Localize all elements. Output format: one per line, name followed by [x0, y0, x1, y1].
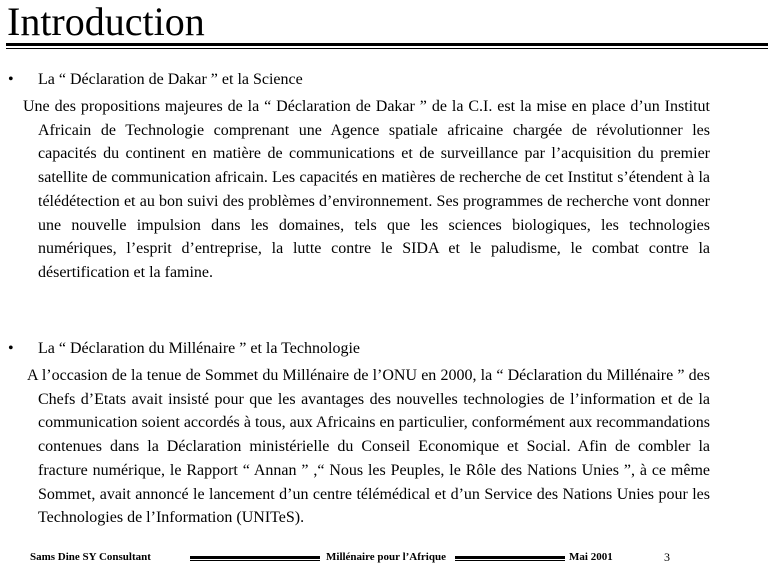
- footer-divider-thin: [455, 560, 565, 561]
- section-heading-dakar: [8, 68, 303, 92]
- section-body-millenaire: A l’occasion de la tenue de Sommet du Millénaire de l’ONU en 2000, la “ Déclaration du Millénaire ” des Chefs d’Etats avait insisté pour que les avantages des nouvelles technologies de l’information et de la communication soient accordés à tous, aux Africains en particulier, conformément aux recommandations contenues dans la Déclaration ministérielle du Conseil Economique et Social. Afin de combler la fracture numérique, le Rapport “ Annan ” ,“ Nous les Peuples, le Rôle des Nations Unies ”, à ce même Sommet, avait annoncé le lancement d’un centre télémédical et d’un Service des Nations Unies pour les Technologies de l’Information (UNITeS).: [27, 367, 710, 527]
- title-underline-thin: [6, 48, 768, 49]
- footer-date: Mai 2001: [569, 551, 613, 563]
- footer-author: Sams Dine SY Consultant: [30, 551, 151, 563]
- section-heading-text: La “ Déclaration du Millénaire ” et la Technologie: [38, 340, 360, 357]
- footer-event: Millénaire pour l’Afrique: [326, 551, 446, 563]
- bullet-icon: •: [8, 71, 14, 88]
- bullet-icon: •: [8, 340, 14, 357]
- footer-divider-thin: [190, 560, 320, 561]
- footer-divider: [190, 556, 320, 559]
- slide-title: Introduction: [7, 0, 205, 44]
- footer-divider: [455, 556, 565, 559]
- section-body-dakar: Une des propositions majeures de la “ Déclaration de Dakar ” de la C.I. est la mise en place d’un Institut Africain de Technologie comprenant une Agence spatiale africaine chargée de révolutionner les capacités du continent en matière de communications et de surveillance par l’acquisition du premier satellite de communication africain. Les capacités en matières de recherche de cet Institut s’étendent à la télédétection et au bon suivi des problèmes d’environnement. Ses programmes de recherche vont donner une nouvelle impulsion dans les domaines, tels que les sciences biologiques, les technologies numériques, l’esprit d’entreprise, la lutte contre le SIDA et le paludisme, le combat contre la désertification et la famine.: [23, 98, 710, 281]
- page-number: 3: [664, 550, 670, 564]
- section-heading-text: La “ Déclaration de Dakar ” et la Science: [38, 71, 303, 88]
- section-heading-millenaire: [8, 337, 360, 361]
- title-underline: [6, 43, 768, 46]
- footer: [0, 548, 768, 566]
